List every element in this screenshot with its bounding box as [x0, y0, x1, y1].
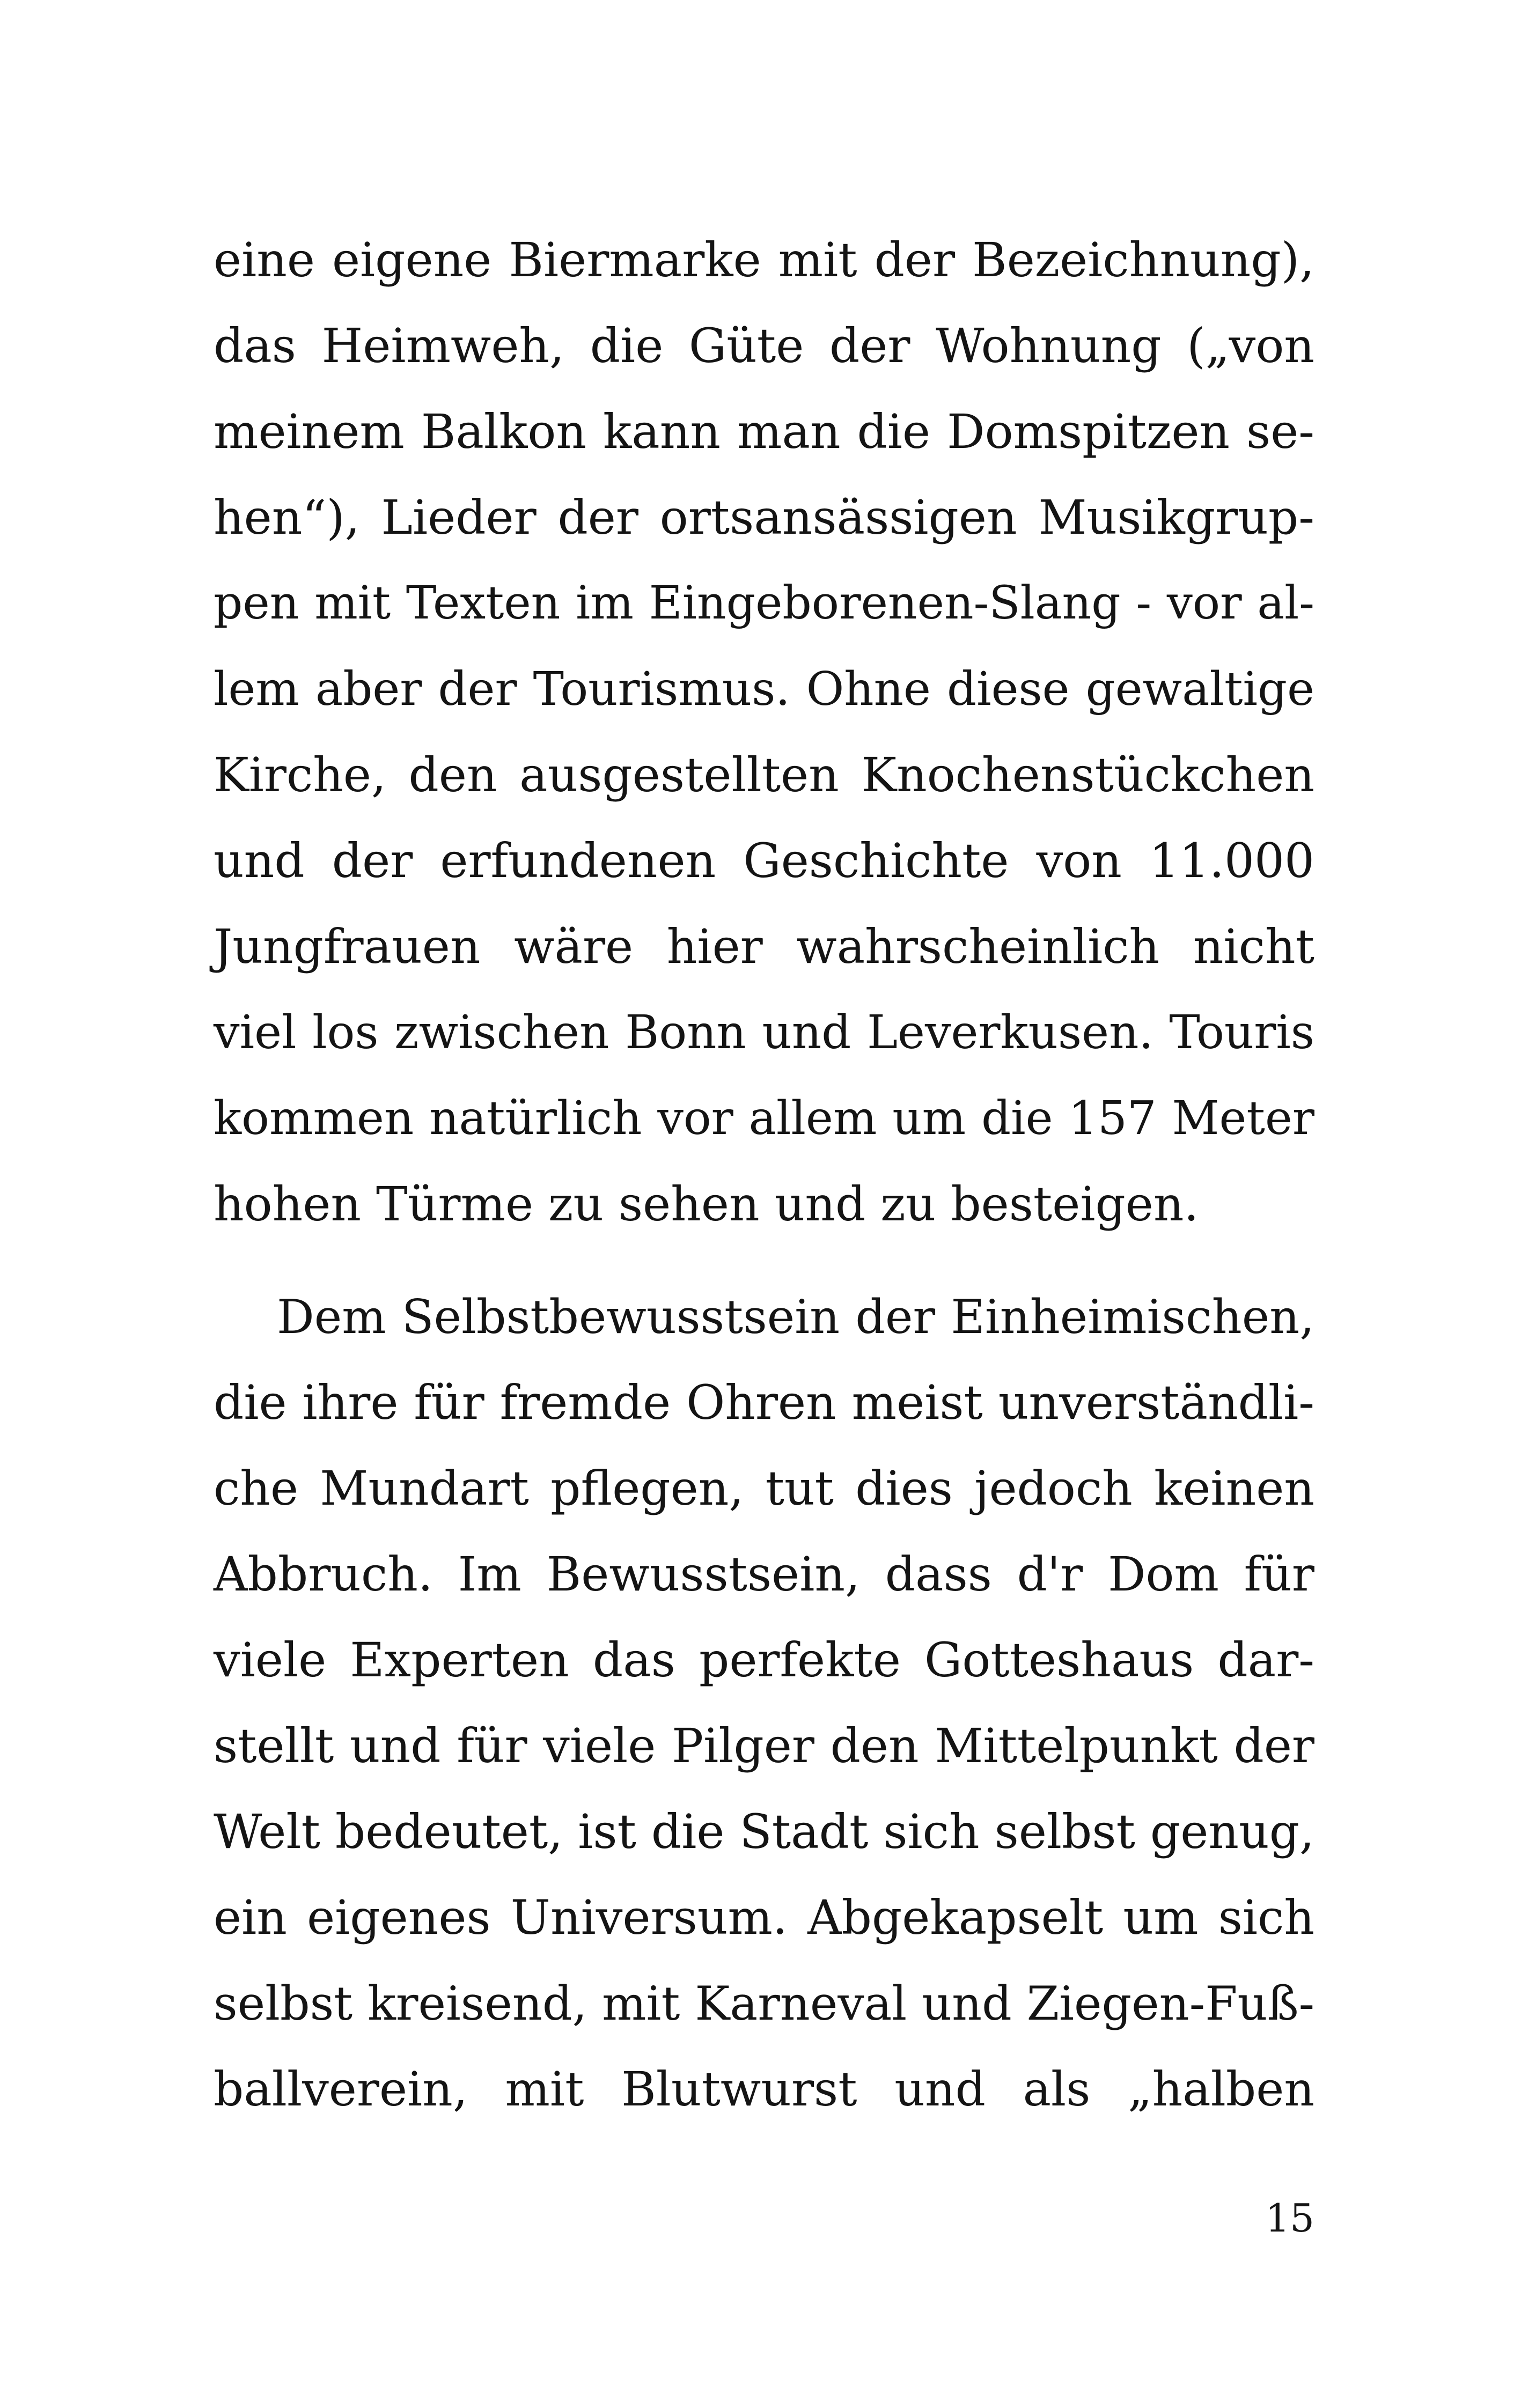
text-line: und der erfundenen Geschichte von 11.000 — [214, 833, 1314, 888]
text-line: Jungfrauen wäre hier wahrscheinlich nicht — [214, 919, 1314, 974]
text-line: Abbruch. Im Bewusstsein, dass d'r Dom für — [214, 1547, 1314, 1602]
text-line: Kirche, den ausgestellten Knochenstückchen — [214, 747, 1314, 802]
text-line: hen“), Lieder der ortsansässigen Musikgrup- — [214, 490, 1314, 545]
text-line: selbst kreisend, mit Karneval und Ziegen-Fuß- — [214, 1976, 1314, 2031]
text-line: Welt bedeutet, ist die Stadt sich selbst genug, — [214, 1804, 1314, 1859]
text-line: che Mundart pflegen, tut dies jedoch keinen — [214, 1461, 1314, 1516]
text-line: ballverein, mit Blutwurst und als „halben — [214, 2061, 1314, 2117]
text-line: stellt und für viele Pilger den Mittelpunkt der — [214, 1718, 1314, 1773]
text-line: hohen Türme zu sehen und zu besteigen. — [214, 1176, 1199, 1232]
text-line: das Heimweh, die Güte der Wohnung („von — [214, 318, 1314, 373]
text-line: Dem Selbstbewusstsein der Einheimischen, — [277, 1290, 1314, 1344]
text-line: eine eigene Biermarke mit der Bezeichnung), — [214, 232, 1314, 288]
text-line: pen mit Texten im Eingeborenen-Slang - vor al- — [214, 577, 1314, 630]
text-line: ein eigenes Universum. Abgekapselt um sich — [214, 1890, 1314, 1945]
text-line: lem aber der Tourismus. Ohne diese gewaltige — [214, 662, 1314, 716]
text-line: meinem Balkon kann man die Domspitzen se- — [214, 404, 1314, 459]
page-number: 15 — [1265, 2196, 1314, 2241]
text-line: die ihre für fremde Ohren meist unverständli- — [214, 1375, 1314, 1430]
text-line: viele Experten das perfekte Gotteshaus dar- — [214, 1632, 1314, 1688]
text-line: kommen natürlich vor allem um die 157 Meter — [214, 1092, 1314, 1145]
text-line: viel los zwischen Bonn und Leverkusen. Touris — [214, 1006, 1314, 1059]
